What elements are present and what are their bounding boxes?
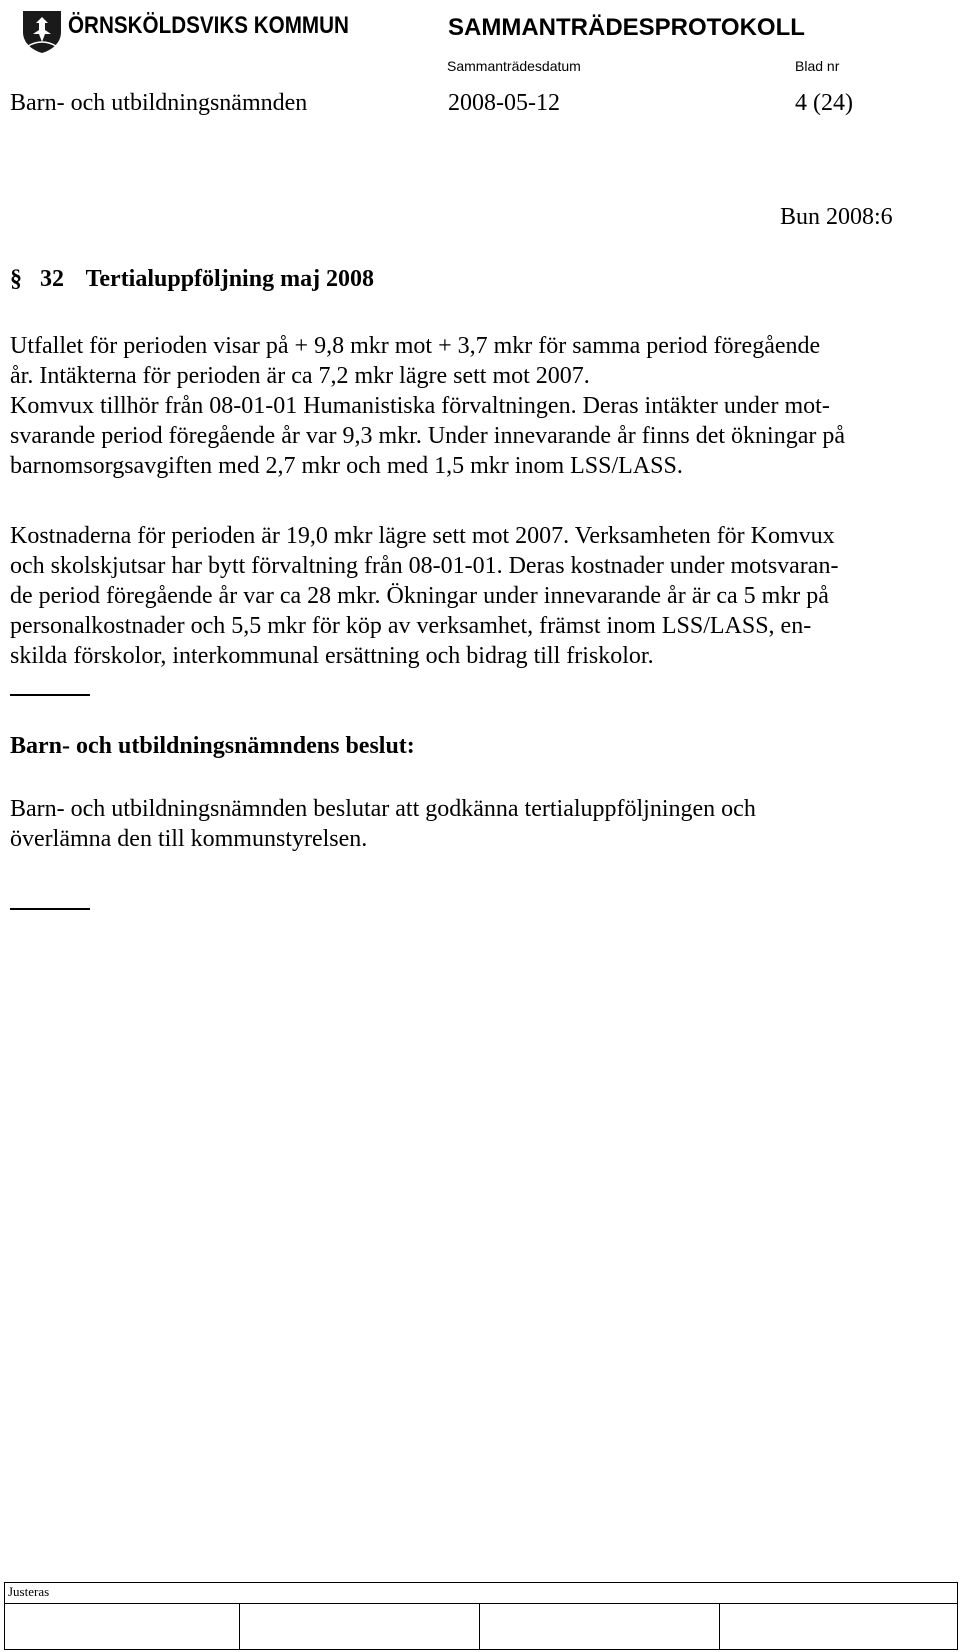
page-number-label: Blad nr <box>795 58 840 74</box>
page-number: 4 (24) <box>795 90 853 116</box>
decision-heading: Barn- och utbildningsnämndens beslut: <box>10 733 415 759</box>
text-line: skilda förskolor, interkommunal ersättning och bidrag till friskolor. <box>10 643 654 669</box>
committee-name: Barn- och utbildningsnämnden <box>10 90 308 116</box>
case-reference: Bun 2008:6 <box>780 204 893 230</box>
paragraph-revenue <box>10 331 930 481</box>
text-line: år. Intäkterna för perioden är ca 7,2 mkr lägre sett mot 2007. <box>10 363 590 389</box>
table-row-divider <box>5 1603 957 1604</box>
text-line: och skolskjutsar har bytt förvaltning från 08-01-01. Deras kostnader under motsvaran- <box>10 553 839 579</box>
section-symbol: § <box>10 266 22 292</box>
logo-text: ÖRNSKÖLDSVIKS KOMMUN <box>68 12 349 39</box>
coat-of-arms-icon <box>20 8 64 54</box>
paragraph-costs <box>10 521 930 671</box>
text-line: Utfallet för perioden visar på + 9,8 mkr mot + 3,7 mkr för samma period föregående <box>10 333 821 359</box>
text-line: svarande period föregående år var 9,3 mkr. Under innevarande år finns det ökningar på <box>10 423 845 449</box>
meeting-date: 2008-05-12 <box>448 90 560 116</box>
justeras-label: Justeras <box>8 1584 50 1599</box>
justeras-signature-table <box>4 1582 958 1650</box>
section-divider <box>10 694 90 696</box>
text-line: personalkostnader och 5,5 mkr för köp av verksamhet, främst inom LSS/LASS, en- <box>10 613 812 639</box>
meeting-date-label: Sammanträdesdatum <box>447 58 581 74</box>
text-line: de period föregående år var ca 28 mkr. Ökningar under innevarande år är ca 5 mkr på <box>10 583 829 609</box>
text-line: överlämna den till kommunstyrelsen. <box>10 826 368 852</box>
header-logo <box>20 8 349 54</box>
text-line: Barn- och utbildningsnämnden beslutar att godkänna tertialuppföljningen och <box>10 796 756 822</box>
document-type: SAMMANTRÄDESPROTOKOLL <box>448 14 805 41</box>
section-number: 32 <box>40 266 64 292</box>
text-line: Komvux tillhör från 08-01-01 Humanistiska förvaltningen. Deras intäkter under mot- <box>10 393 830 419</box>
decision-text <box>10 794 930 854</box>
signature-cell-divider <box>479 1603 480 1649</box>
text-line: barnomsorgsavgiften med 2,7 mkr och med 1,5 mkr inom LSS/LASS. <box>10 453 683 479</box>
section-divider <box>10 908 90 910</box>
text-line: Kostnaderna för perioden är 19,0 mkr lägre sett mot 2007. Verksamheten för Komvux <box>10 523 835 549</box>
signature-cell-divider <box>719 1603 720 1649</box>
signature-cell-divider <box>239 1603 240 1649</box>
section-title <box>10 266 374 293</box>
section-title-text: Tertialuppföljning maj 2008 <box>85 266 375 292</box>
